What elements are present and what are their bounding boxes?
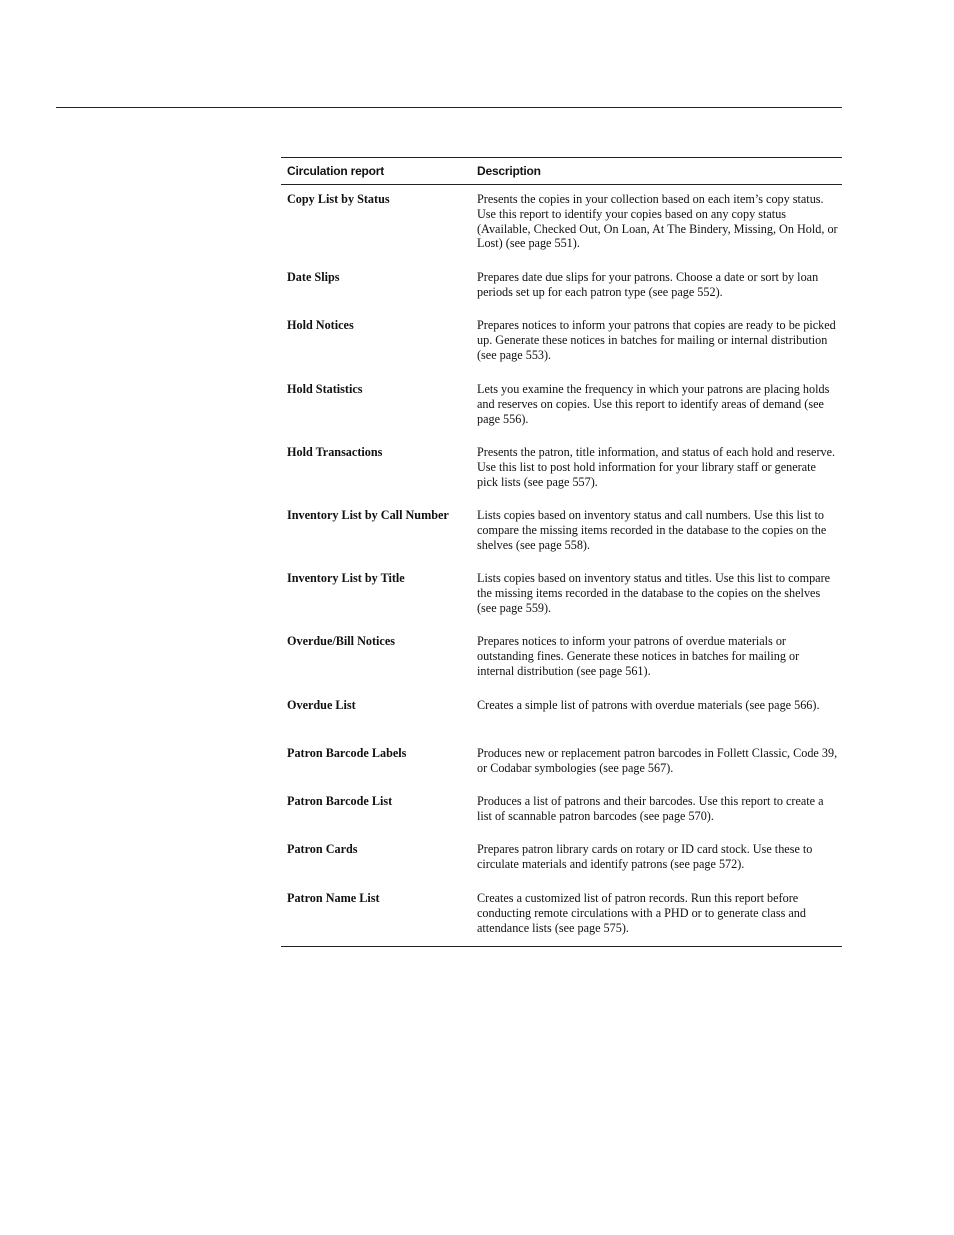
report-name: Hold Statistics [287,382,363,396]
table-row [281,192,842,270]
table-header [281,157,842,185]
table-row [281,318,842,382]
table-row [281,445,842,508]
report-description: Prepares date due slips for your patrons. Choose a date or sort by loan periods set up for each patron type (see page 552). [477,270,819,299]
report-name: Date Slips [287,270,340,284]
report-name: Patron Barcode List [287,794,393,808]
table-row [281,508,842,571]
report-description: Lets you examine the frequency in which your patrons are placing holds and reserves on copies. Use this report to identify areas of demand (see page 556). [477,382,830,426]
report-name: Overdue/Bill Notices [287,634,395,648]
report-description: Prepares notices to inform your patrons that copies are ready to be picked up. Generate these notices in batches for mailing or internal distribution (see page 553). [477,318,836,362]
report-name: Inventory List by Call Number [287,508,449,522]
table-row [281,382,842,445]
report-description: Lists copies based on inventory status and titles. Use this list to compare the missing items recorded in the database to the copies on the shelves (see page 559). [477,571,831,615]
circulation-report-table [281,157,842,947]
report-name: Patron Barcode Labels [287,746,407,760]
report-name: Patron Name List [287,891,380,905]
report-name: Patron Cards [287,842,358,856]
report-description: Prepares patron library cards on rotary or ID card stock. Use these to circulate materials and identify patrons (see page 572). [477,842,813,871]
column-header-description: Description [477,164,541,178]
table-row [281,794,842,842]
report-name: Inventory List by Title [287,571,405,585]
table-row [281,270,842,318]
report-name: Hold Notices [287,318,354,332]
report-name: Overdue List [287,698,356,712]
report-description: Presents the patron, title information, and status of each hold and reserve. Use this list to post hold information for your library staff or generate pick lists (see page 557). [477,445,836,489]
report-description: Prepares notices to inform your patrons of overdue materials or outstanding fines. Generate these notices in batches for mailing or internal distribution (see page 561). [477,634,800,678]
table-row [281,891,842,937]
column-header-report: Circulation report [287,164,385,178]
report-name: Hold Transactions [287,445,383,459]
header-rule [56,107,842,108]
table-body [281,185,842,947]
table-row [281,634,842,698]
report-description: Creates a customized list of patron records. Run this report before conducting remote circulations with a PHD or to generate class and attendance lists (see page 575). [477,891,806,935]
report-description: Creates a simple list of patrons with overdue materials (see page 566). [477,698,820,712]
report-name: Copy List by Status [287,192,390,206]
table-row [281,571,842,634]
report-description: Produces a list of patrons and their barcodes. Use this report to create a list of scannable patron barcodes (see page 570). [477,794,824,823]
report-description: Lists copies based on inventory status and call numbers. Use this list to compare the missing items recorded in the database to the copies on the shelves (see page 558). [477,508,827,552]
table-row [281,698,842,746]
table-row [281,842,842,891]
report-description: Presents the copies in your collection based on each item’s copy status. Use this report to identify your copies based on any copy status (Available, Checked Out, On Loan, At The Bindery, Missing, On Hold, or Lost) (see page 551). [477,192,838,251]
report-description: Produces new or replacement patron barcodes in Follett Classic, Code 39, or Codabar symbologies (see page 567). [477,746,838,775]
table-row [281,746,842,794]
